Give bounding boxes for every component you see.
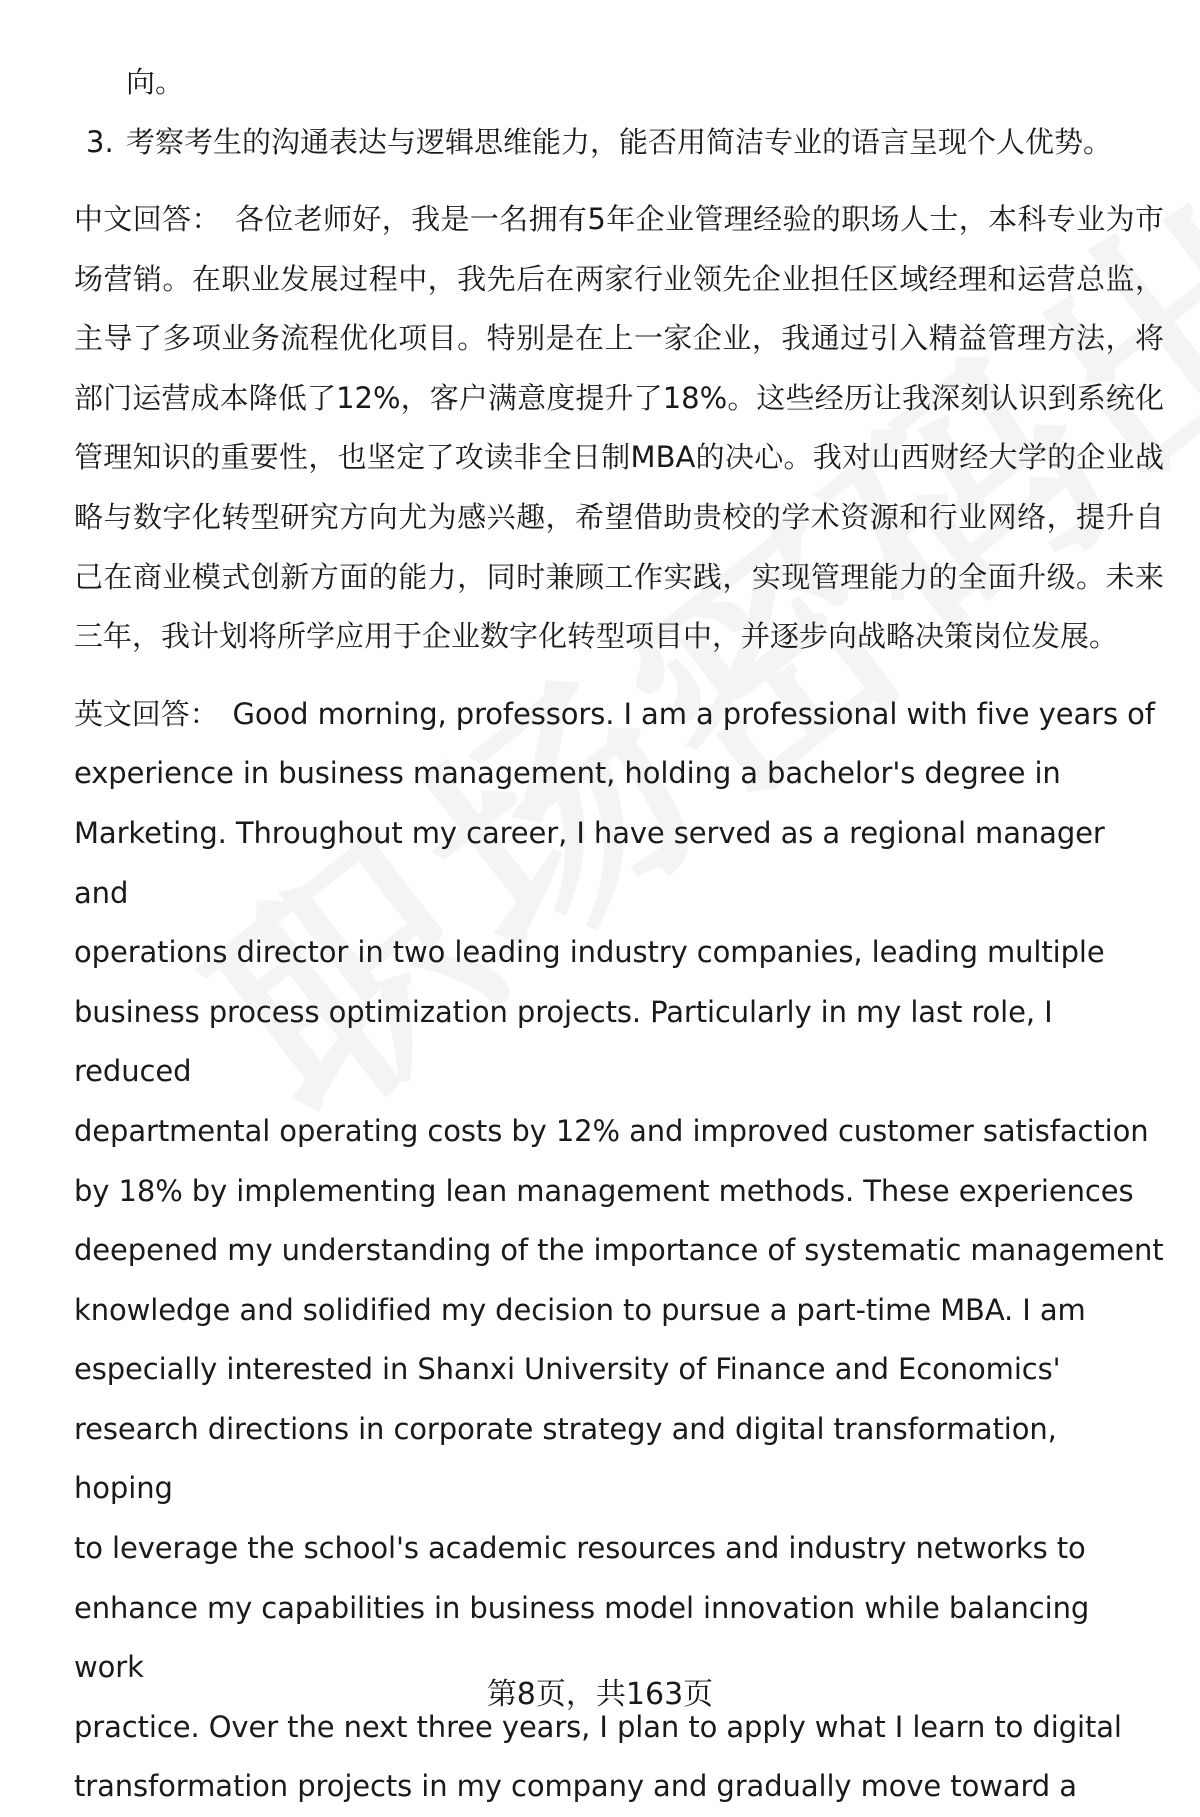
english-answer-line: transformation projects in my company and gradually move toward a (74, 1769, 1077, 1804)
english-answer-line: Marketing. Throughout my career, I have served as a regional manager and (74, 815, 1105, 910)
english-answer-line: to leverage the school's academic resources and industry networks to (74, 1531, 1086, 1566)
english-answer-label: 英文回答： (74, 696, 219, 731)
chinese-answer-paragraph (74, 190, 1164, 667)
english-answer-paragraph (74, 685, 1164, 1817)
chinese-answer-label: 中文回答： (74, 202, 221, 236)
page-number-footer: 第8页，共163页 (486, 1677, 714, 1712)
english-answer-line: departmental operating costs by 12% and improved customer satisfaction (74, 1113, 1149, 1148)
english-answer-line: business process optimization projects. Particularly in my last role, I reduced (74, 994, 1053, 1089)
english-answer-line: experience in business management, holding a bachelor's degree in (74, 756, 1061, 791)
english-answer-line: deepened my understanding of the importance of systematic management (74, 1233, 1164, 1268)
english-answer-line: especially interested in Shanxi University of Finance and Economics' (74, 1352, 1061, 1387)
english-answer-line: operations director in two leading industry companies, leading multiple (74, 935, 1105, 970)
english-answer-line: by 18% by implementing lean management methods. These experiences (74, 1173, 1134, 1208)
list-item-3 (86, 112, 1164, 172)
page-content (74, 52, 1164, 1817)
english-answer-line: practice. Over the next three years, I plan to apply what I learn to digital (74, 1709, 1122, 1744)
chinese-answer-text: 各位老师好，我是一名拥有5年企业管理经验的职场人士，本科专业为市场营销。在职业发展过程中，我先后在两家行业领先企业担任区域经理和运营总监，主导了多项业务流程优化项目。特别是在上一家企业，我通过引入精益管理方法，将部门运营成本降低了12%，客户满意度提升了18%。这些经历让我深刻认识到系统化管理知识的重要性，也坚定了攻读非全日制MBA的决心。我对山西财经大学的企业战略与数字化转型研究方向尤为感兴趣，希望借助贵校的学术资源和行业网络，提升自己在商业模式创新方面的能力，同时兼顾工作实践，实现管理能力的全面升级。未来三年，我计划将所学应用于企业数字化转型项目中，并逐步向战略决策岗位发展。 (74, 202, 1164, 654)
english-answer-line: 英文回答： Good morning, professors. I am a professional with five years of (74, 696, 1155, 731)
list-item-text: 考察考生的沟通表达与逻辑思维能力，能否用简洁专业的语言呈现个人优势。 (126, 125, 1113, 159)
list-item-number: 3. (86, 125, 114, 159)
continuation-text: 向。 (126, 65, 185, 99)
english-answer-line: enhance my capabilities in business model innovation while balancing work (74, 1590, 1090, 1685)
english-answer-line: research directions in corporate strategy and digital transformation, hoping (74, 1411, 1057, 1506)
english-answer-line: knowledge and solidified my decision to pursue a part-time MBA. I am (74, 1292, 1086, 1327)
